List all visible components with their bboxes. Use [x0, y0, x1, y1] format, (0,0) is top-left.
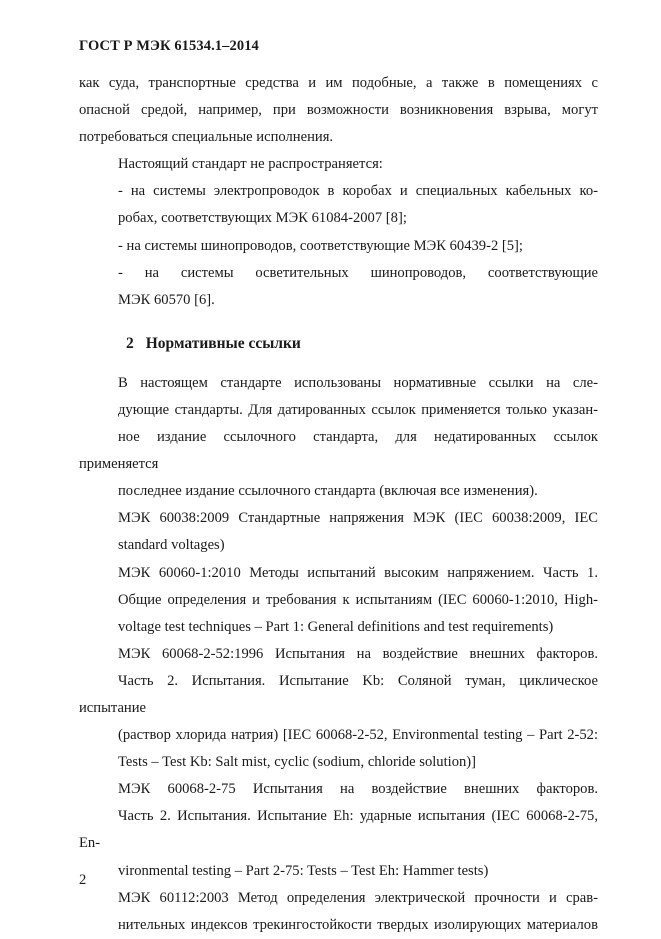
page-number: 2	[79, 872, 87, 888]
text-line: МЭК 60060-1:2010 Методы испытаний высоким напряжением. Часть 1.	[118, 564, 598, 581]
text-line: дующие стандарты. Для датированных ссылок применяется только указан-	[118, 401, 598, 418]
paragraph	[79, 505, 598, 559]
text-line: - на системы осветительных шинопроводов, соответствующие	[118, 264, 598, 281]
references-paragraphs	[79, 370, 598, 939]
page-body	[79, 70, 598, 939]
paragraph	[79, 151, 598, 178]
text-line: В настоящем стандарте использованы нормативные ссылки на сле-	[118, 374, 598, 391]
text-line: МЭК 60068-2-75 Испытания на воздействие внешних факторов.	[118, 781, 598, 798]
text-line: потребоваться специальные исполнения.	[79, 129, 334, 146]
text-line: (раствор хлорида натрия) [IEC 60068-2-52, Environmental testing – Part 2-52:	[118, 727, 598, 744]
text-line: Tests – Test Kb: Salt mist, cyclic (sodium, chloride solution)]	[118, 754, 477, 771]
text-line: Часть 2. Испытания. Испытание Eh: ударные испытания (IEC 60068-2-75, En-	[79, 808, 598, 852]
text-line: ное издание ссылочного стандарта, для недатированных ссылок применяется	[79, 429, 598, 473]
paragraph	[79, 233, 598, 260]
paragraph	[79, 70, 598, 151]
section-number: 2	[126, 334, 134, 352]
paragraph	[79, 560, 598, 641]
text-line: Общие определения и требования к испытаниям (IEC 60060-1:2010, High-	[118, 591, 598, 608]
text-line: voltage test techniques – Part 1: General definitions and test requirements)	[118, 618, 554, 635]
paragraph	[79, 260, 598, 314]
paragraph	[79, 370, 598, 505]
paragraph	[79, 178, 598, 232]
text-line: vironmental testing – Part 2-75: Tests – Test Eh: Hammer tests)	[118, 862, 489, 879]
text-line: Часть 2. Испытания. Испытание Kb: Соляной туман, циклическое испытание	[79, 672, 598, 716]
text-line: МЭК 60038:2009 Стандартные напряжения МЭК (IEC 60038:2009, IEC	[118, 510, 598, 527]
intro-paragraphs	[79, 70, 598, 314]
text-line: как суда, транспортные средства и им подобные, а также в помещениях с	[79, 75, 598, 91]
section-title: Нормативные ссылки	[145, 334, 301, 352]
text-line: нительных индексов трекингостойкости твердых изолирующих материалов	[118, 916, 598, 933]
text-line: МЭК 60570 [6].	[118, 291, 215, 308]
paragraph	[79, 641, 598, 776]
text-line: последнее издание ссылочного стандарта (включая все изменения).	[118, 483, 538, 500]
text-line: опасной средой, например, при возможности возникновения взрыва, могут	[79, 102, 598, 119]
text-line: standard voltages)	[118, 537, 225, 554]
paragraph	[79, 776, 598, 884]
text-line: МЭК 60068-2-52:1996 Испытания на воздействие внешних факторов.	[118, 645, 598, 662]
text-line: Настоящий стандарт не распространяется:	[118, 156, 383, 173]
text-line: - на системы электропроводок в коробах и специальных кабельных ко-	[118, 183, 598, 200]
section-heading	[79, 331, 598, 357]
text-line: робах, соответствующих МЭК 61084-2007 [8];	[118, 210, 407, 227]
text-line: - на системы шинопроводов, соответствующие МЭК 60439-2 [5];	[118, 237, 523, 254]
text-line: МЭК 60112:2003 Метод определения электрической прочности и срав-	[118, 889, 598, 906]
document-header: ГОСТ Р МЭК 61534.1–2014	[79, 38, 259, 54]
paragraph	[79, 885, 598, 939]
